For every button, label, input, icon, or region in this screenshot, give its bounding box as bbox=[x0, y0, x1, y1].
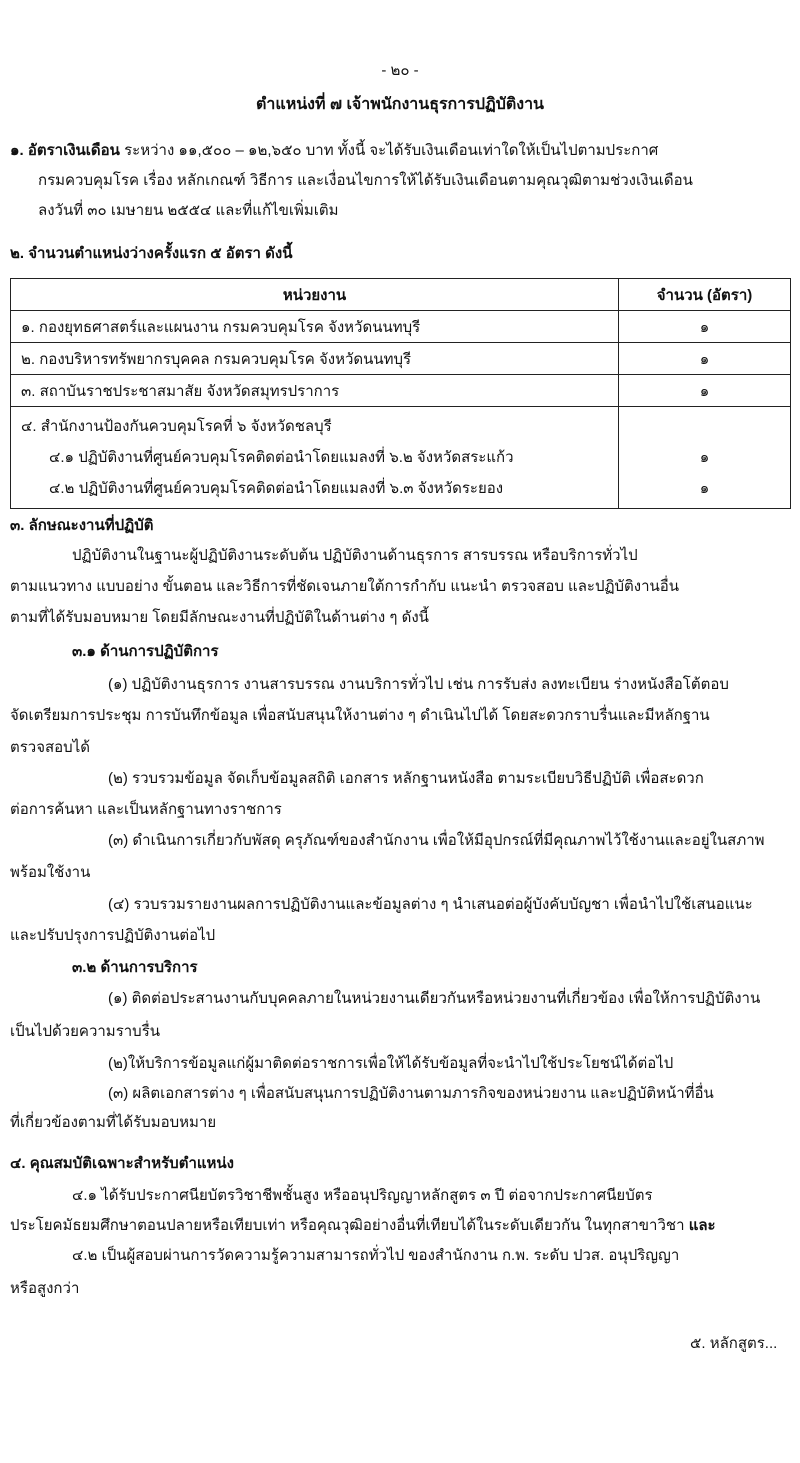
next-page-continuation: ๕. หลักสูตร... bbox=[690, 1335, 778, 1352]
section-2-heading: ๒. จำนวนตำแหน่งว่างครั้งแรก ๕ อัตรา ดังนี้ bbox=[10, 245, 293, 262]
salary-range-text: ระหว่าง ๑๑,๕๐๐ – ๑๒,๖๕๐ บาท ทั้งนี้ จะได้รับเงินเดือนเท่าใดให้เป็นไปตามประกาศ bbox=[124, 142, 659, 159]
section-3-intro-line: ตามแนวทาง แบบอย่าง ขั้นตอน และวิธีการที่ชัดเจนภายใต้การกำกับ แนะนำ ตรวจสอบ และปฏิบัติงานอื่น bbox=[10, 578, 680, 595]
count-cell: ๑ bbox=[619, 311, 791, 343]
col-header-count: จำนวน (อัตรา) bbox=[619, 279, 791, 311]
section-3-2-line: (๓) ผลิตเอกสารต่าง ๆ เพื่อสนับสนุนการปฏิบัติงานตามภารกิจของหน่วยงาน และปฏิบัติหน้าที่อื่น bbox=[108, 1085, 714, 1102]
and-word: และ bbox=[688, 1217, 716, 1234]
count-sub-1: ๑ bbox=[699, 449, 710, 466]
unit-sub-2: ๔.๒ ปฏิบัติงานที่ศูนย์ควบคุมโรคติดต่อนำโดยแมลงที่ ๖.๓ จังหวัดระยอง bbox=[49, 480, 504, 497]
count-cell: ๑ bbox=[619, 343, 791, 375]
section-3-2-line: (๑) ติดต่อประสานงานกับบุคคลภายในหน่วยงานเดียวกันหรือหน่วยงานที่เกี่ยวข้อง เพื่อให้การปฏิบัติงาน bbox=[108, 990, 761, 1007]
unit-cell: ๑. กองยุทธศาสตร์และแผนงาน กรมควบคุมโรค จังหวัดนนทบุรี bbox=[11, 311, 619, 343]
vacancy-table bbox=[10, 278, 791, 509]
section-4-line: ๔.๑ ได้รับประกาศนียบัตรวิชาชีพชั้นสูง หรืออนุปริญญาหลักสูตร ๓ ปี ต่อจากประกาศนียบัตร bbox=[72, 1187, 653, 1204]
section-4-line: หรือสูงกว่า bbox=[10, 1280, 80, 1297]
section-3-1-line: (๒) รวบรวมข้อมูล จัดเก็บข้อมูลสถิติ เอกสาร หลักฐานหนังสือ ตามระเบียบวิธีปฏิบัติ เพื่อสะดวก bbox=[108, 770, 704, 787]
section-4-line-text: ประโยคมัธยมศึกษาตอนปลายหรือเทียบเท่า หรือคุณวุฒิอย่างอื่นที่เทียบได้ในระดับเดียวกัน ในทุกสาขาวิชา bbox=[10, 1217, 685, 1234]
section-1-heading: ๑. อัตราเงินเดือน bbox=[10, 142, 120, 159]
section-4-heading: ๔. คุณสมบัติเฉพาะสำหรับตำแหน่ง bbox=[10, 1155, 234, 1172]
count-cell bbox=[619, 407, 791, 509]
col-header-unit: หน่วยงาน bbox=[11, 279, 619, 311]
section-3-1-line: และปรับปรุงการปฏิบัติงานต่อไป bbox=[10, 927, 216, 944]
unit-sub-1: ๔.๑ ปฏิบัติงานที่ศูนย์ควบคุมโรคติดต่อนำโดยแมลงที่ ๖.๒ จังหวัดสระแก้ว bbox=[49, 449, 514, 466]
section-3-1-line: (๔) รวบรวมรายงานผลการปฏิบัติงานและข้อมูลต่าง ๆ นำเสนอต่อผู้บังคับบัญชา เพื่อนำไปใช้เสนอแนะ bbox=[108, 896, 753, 913]
section-3-intro-line: ตามที่ได้รับมอบหมาย โดยมีลักษณะงานที่ปฏิบัติในด้านต่าง ๆ ดังนี้ bbox=[10, 609, 429, 626]
unit-main: ๔. สำนักงานป้องกันควบคุมโรคที่ ๖ จังหวัดชลบุรี bbox=[21, 418, 332, 435]
page-number: - ๒๐ - bbox=[381, 62, 419, 79]
unit-cell: ๒. กองบริหารทรัพยากรบุคคล กรมควบคุมโรค จังหวัดนนทบุรี bbox=[11, 343, 619, 375]
page-title: ตำแหน่งที่ ๗ เจ้าพนักงานธุรการปฏิบัติงาน bbox=[256, 96, 544, 113]
section-3-2-heading: ๓.๒ ด้านการบริการ bbox=[72, 959, 198, 976]
section-3-intro-line: ปฏิบัติงานในฐานะผู้ปฏิบัติงานระดับต้น ปฏิบัติงานด้านธุรการ สารบรรณ หรือบริการทั่วไป bbox=[72, 547, 638, 564]
count-sub-2: ๑ bbox=[699, 480, 710, 497]
section-3-1-line: ตรวจสอบได้ bbox=[10, 739, 90, 756]
section-1-line-2: กรมควบคุมโรค เรื่อง หลักเกณฑ์ วิธีการ และเงื่อนไขการให้ได้รับเงินเดือนตามคุณวุฒิตามช่วงเงินเดือน bbox=[38, 172, 693, 189]
section-3-2-line: เป็นไปด้วยความราบรื่น bbox=[10, 1023, 160, 1040]
table-header-row bbox=[11, 279, 791, 311]
section-3-2-line: ที่เกี่ยวข้องตามที่ได้รับมอบหมาย bbox=[10, 1114, 217, 1131]
section-3-1-line: (๑) ปฏิบัติงานธุรการ งานสารบรรณ งานบริการทั่วไป เช่น การรับส่ง ลงทะเบียน ร่างหนังสือโต้ตอบ bbox=[108, 676, 729, 693]
section-3-2-line: (๒)ให้บริการข้อมูลแก่ผู้มาติดต่อราชการเพื่อให้ได้รับข้อมูลที่จะนำไปใช้ประโยชน์ได้ต่อไป bbox=[108, 1055, 674, 1072]
table-row bbox=[11, 375, 791, 407]
table-row bbox=[11, 311, 791, 343]
table-row bbox=[11, 407, 791, 509]
section-3-1-line: จัดเตรียมการประชุม การบันทึกข้อมูล เพื่อสนับสนุนให้งานต่าง ๆ ดำเนินไปได้ โดยสะดวกราบรื่นและมีหลักฐาน bbox=[10, 707, 710, 724]
section-4-line bbox=[10, 1215, 794, 1237]
unit-cell bbox=[11, 407, 619, 509]
section-3-1-line: พร้อมใช้งาน bbox=[10, 864, 91, 881]
section-3-1-line: (๓) ดำเนินการเกี่ยวกับพัสดุ ครุภัณฑ์ของสำนักงาน เพื่อให้มีอุปกรณ์ที่มีคุณภาพไว้ใช้งานและอยู่ในสภาพ bbox=[108, 832, 765, 849]
section-4-line: ๔.๒ เป็นผู้สอบผ่านการวัดความรู้ความสามารถทั่วไป ของสำนักงาน ก.พ. ระดับ ปวส. อนุปริญญา bbox=[72, 1247, 680, 1264]
unit-cell: ๓. สถาบันราชประชาสมาสัย จังหวัดสมุทรปราการ bbox=[11, 375, 619, 407]
table-row bbox=[11, 343, 791, 375]
section-1-line-1 bbox=[10, 140, 794, 162]
section-3-1-heading: ๓.๑ ด้านการปฏิบัติการ bbox=[72, 643, 219, 660]
section-3-1-line: ต่อการค้นหา และเป็นหลักฐานทางราชการ bbox=[10, 801, 282, 818]
count-cell: ๑ bbox=[619, 375, 791, 407]
section-1-line-3: ลงวันที่ ๓๐ เมษายน ๒๕๕๔ และที่แก้ไขเพิ่มเติม bbox=[38, 202, 339, 219]
section-3-heading: ๓. ลักษณะงานที่ปฏิบัติ bbox=[10, 517, 154, 534]
